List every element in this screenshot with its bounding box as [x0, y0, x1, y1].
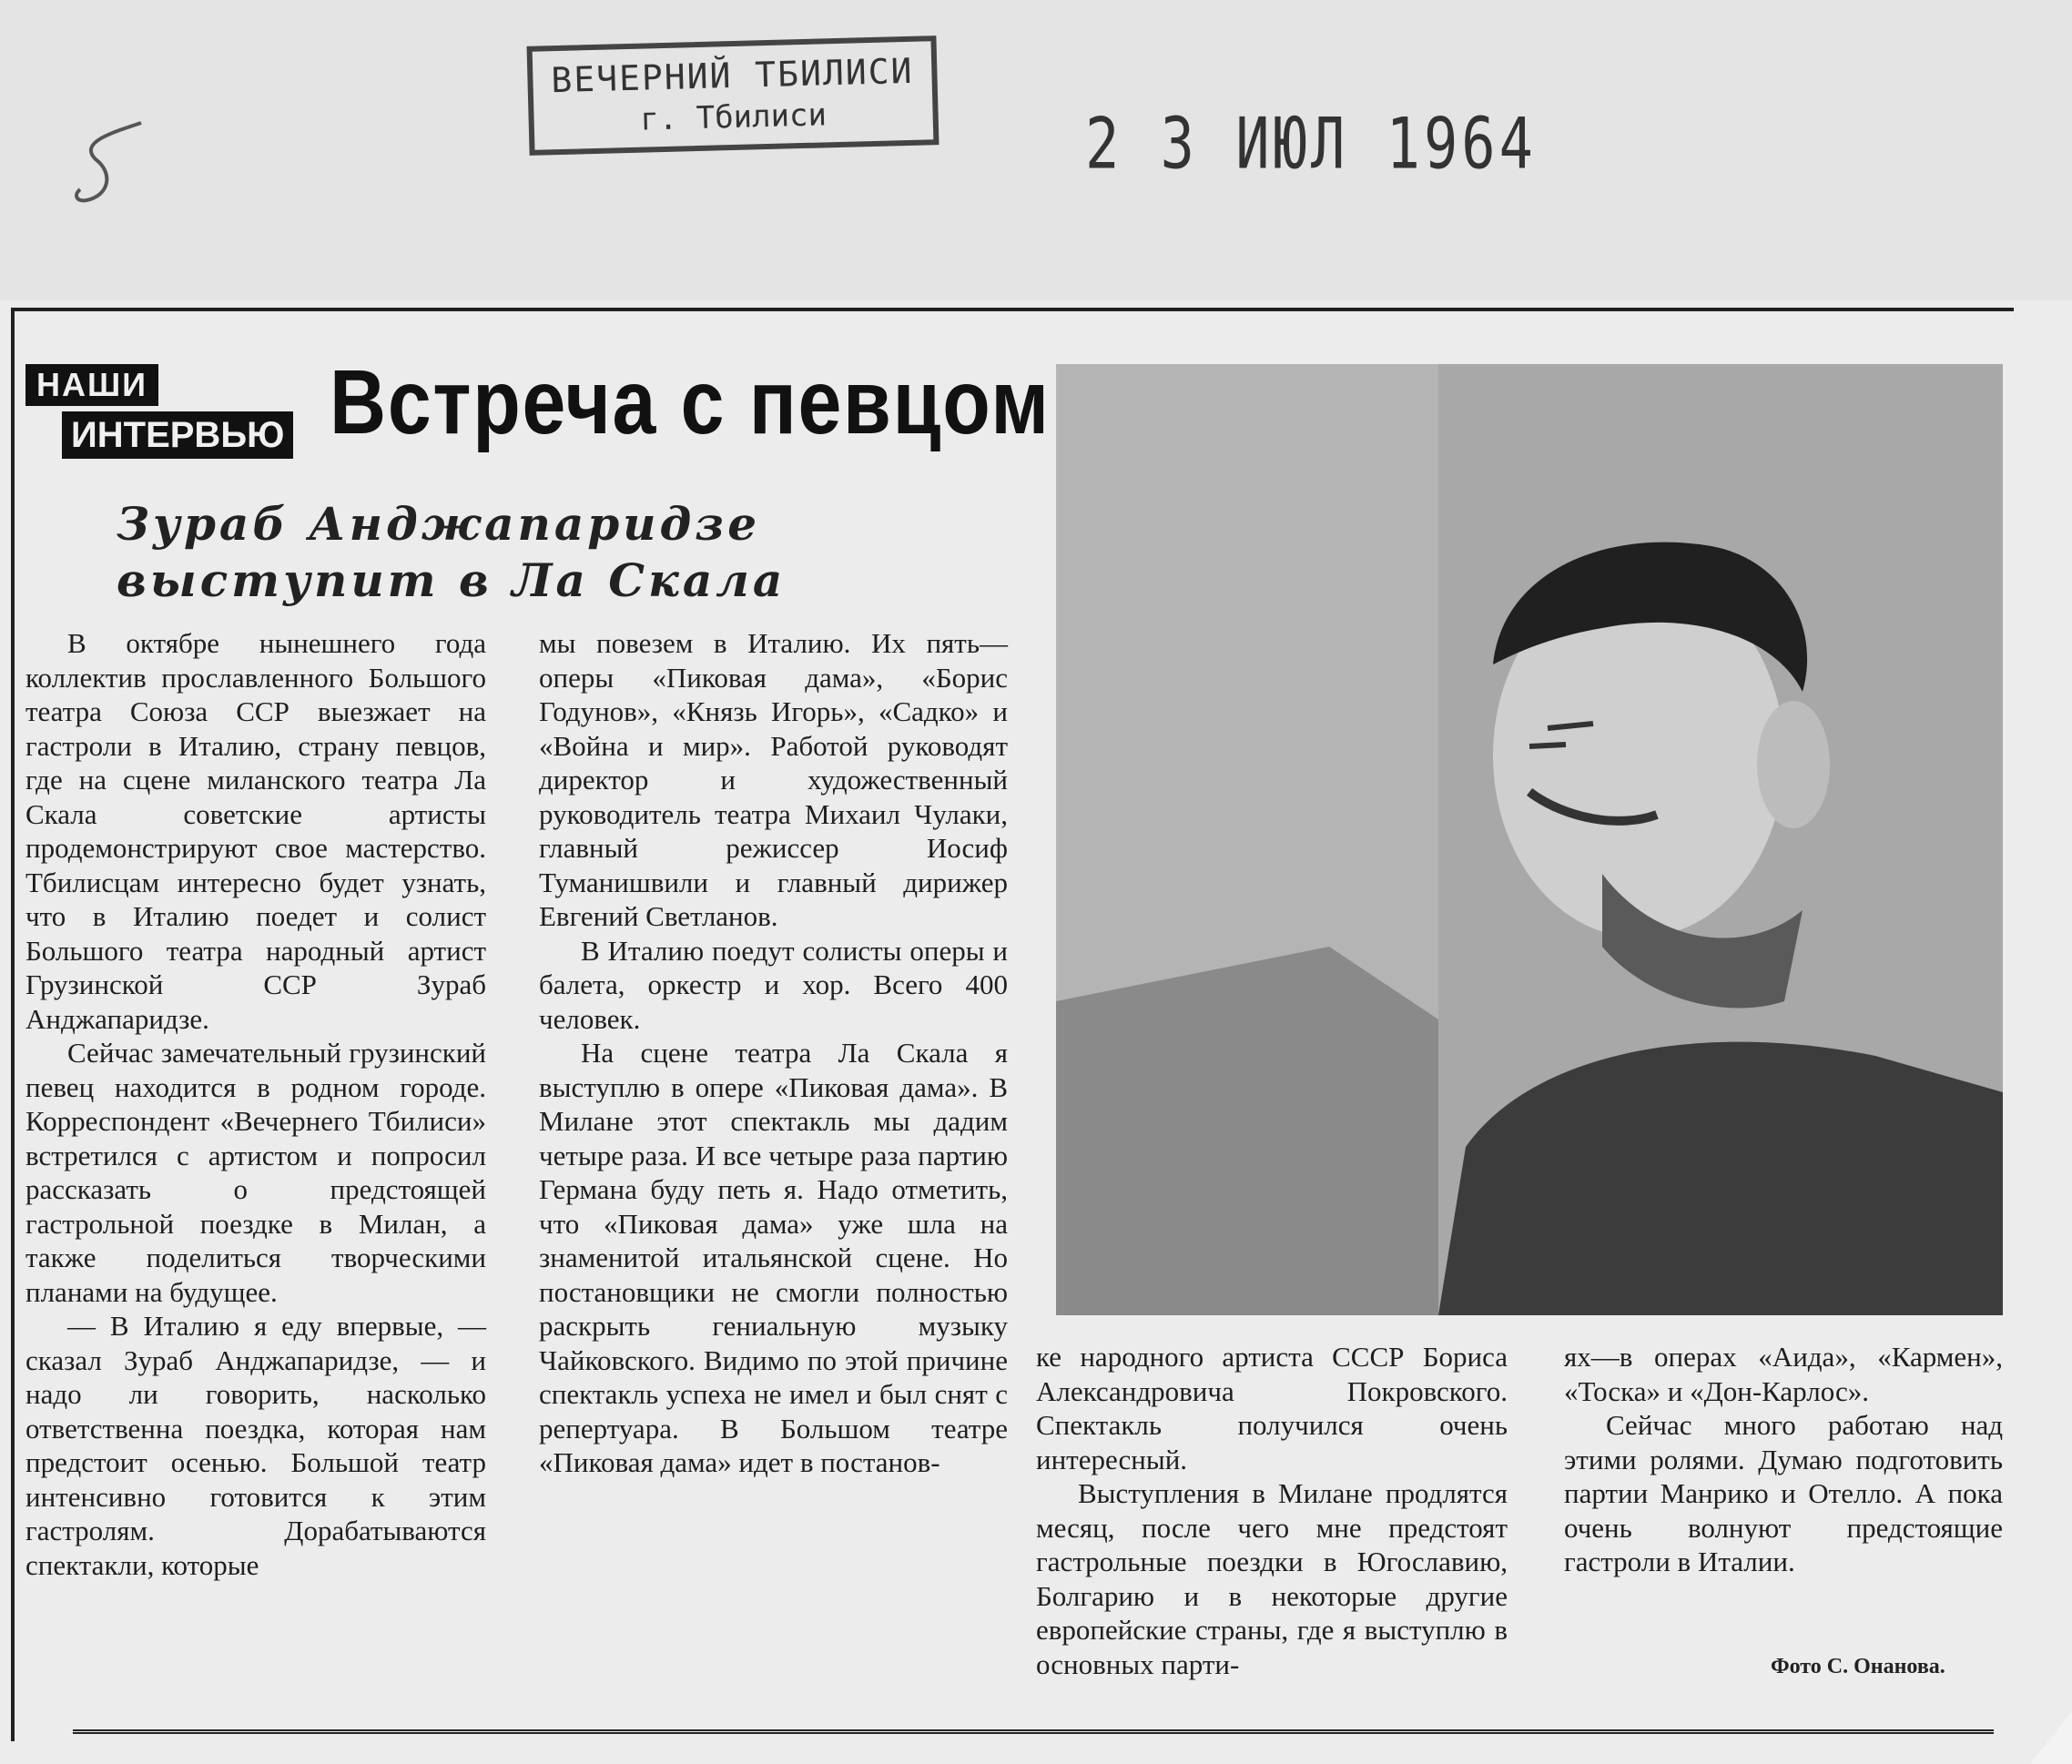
newspaper-stamp: [527, 35, 940, 156]
article-headline: Встреча с певцом: [330, 351, 1051, 453]
paragraph: Сейчас много работаю над этими ролями. Думаю подготовить партии Манрико и Отелло. А пока очень волнуют предстоящие гастроли в Италии.: [1564, 1409, 2003, 1577]
article-border-left: [11, 308, 15, 1741]
article-column-1: [25, 626, 486, 1582]
rubric-label: [25, 364, 317, 462]
article-border-top: [11, 308, 2014, 311]
photo-credit: Фото С. Онанова.: [1771, 1655, 1945, 1678]
paragraph: Сейчас замечательный грузинский певец находится в родном городе. Корреспондент «Вечернего Тбилиси» встретился с артистом и попросил рассказать о предстоящей гастрольной поездке в Милан, а также поделиться творческими планами на будущее.: [25, 1037, 486, 1308]
subheadline-line-2: выступит в Ла Скала: [117, 553, 787, 607]
singer-photo: [1056, 364, 2003, 1315]
stamp-line-1: ВЕЧЕРНИЙ ТБИЛИСИ: [550, 50, 914, 101]
article-column-3: [1036, 1340, 1508, 1681]
paragraph: На сцене театра Ла Скала я выступлю в опере «Пиковая дама». В Милане этот спектакль мы дадим четыре раза. И все четыре раза партию Германа буду петь я. Надо отметить, что «Пиковая дама» уже шла на знаменитой итальянской сцене. Но постановщики не смогли полностью раскрыть гениальную музыку Чайковского. Видимо по этой причине спектакль успеха не имел и был снят с репертуара. В Большом театре «Пиковая дама» идет в постанов-: [539, 1037, 1008, 1478]
paragraph: В Италию поедут солисты оперы и балета, оркестр и хор. Всего 400 человек.: [539, 934, 1008, 1035]
handwritten-mark: [73, 118, 146, 214]
rubric-line-1: НАШИ: [25, 364, 158, 406]
portrait-illustration: [1056, 364, 2003, 1315]
date-stamp: 2 3 ИЮЛ 1964: [1085, 102, 1537, 186]
paragraph: В октябре нынешнего года коллектив прославленного Большого театра Союза ССР выезжает на гастроли в Италию, страну певцов, где на сцене миланского театра Ла Скала советские артисты продемонстрируют свое мастерство. Тбилисцам интересно будет узнать, что в Италию поедет и солист Большого театра народный артист Грузинской ССР Зураб Анджапаридзе.: [25, 627, 486, 1035]
paragraph: — В Италию я еду впервые, —сказал Зураб Анджапаридзе, — и надо ли говорить, насколько ответственна поездка, которая нам предстоит осенью. Большой театр интенсивно готовится к этим гастролям. Дорабатываются спектакли, которые: [25, 1310, 486, 1581]
article-border-bottom: [73, 1729, 1994, 1734]
clipping-header-area: [0, 0, 2072, 300]
article-column-2: [539, 626, 1008, 1480]
article-column-4: [1564, 1340, 2003, 1579]
paragraph: ях—в операх «Аида», «Кармен», «Тоска» и «Дон-Карлос».: [1564, 1341, 2003, 1407]
stamp-line-2: г. Тбилиси: [639, 96, 828, 138]
subheadline-line-1: Зураб Анджапаридзе: [117, 497, 761, 551]
article-subheadline: [117, 496, 936, 609]
paragraph: Выступления в Милане продлятся месяц, после чего мне предстоят гастрольные поездки в Югославию, Болгарию и в некоторые другие европейские страны, где я выступлю в основных парти-: [1036, 1477, 1508, 1680]
rubric-line-2: ИНТЕРВЬЮ: [62, 411, 293, 459]
paragraph: ке народного артиста СССР Бориса Александровича Покровского. Спектакль получился очень интересный.: [1036, 1341, 1508, 1475]
paragraph: мы повезем в Италию. Их пять—оперы «Пиковая дама», «Борис Годунов», «Князь Игорь», «Садко» и «Война и мир». Работой руководят директор и художественный руководитель театра Михаил Чулаки, главный режиссер Иосиф Туманишвили и главный дирижер Евгений Светланов.: [539, 627, 1008, 932]
